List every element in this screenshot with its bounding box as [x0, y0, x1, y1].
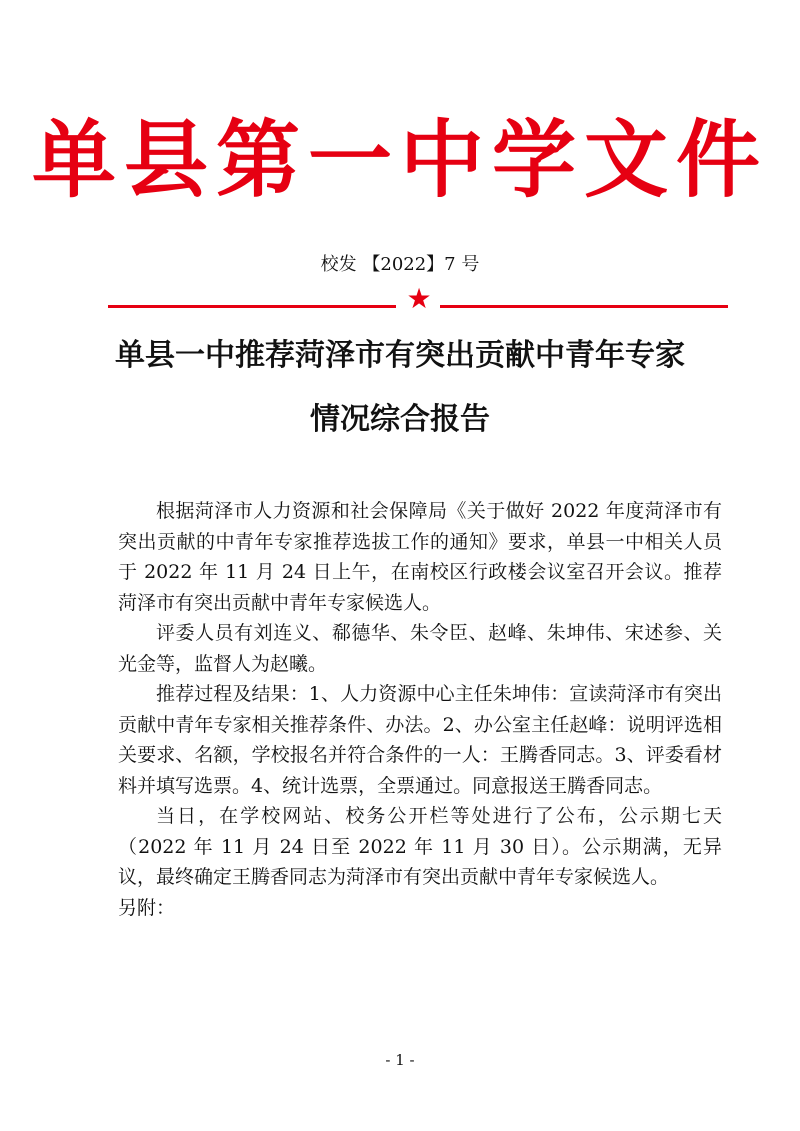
- star-icon: ★: [406, 282, 432, 315]
- paragraph-process: 推荐过程及结果：1、人力资源中心主任朱坤伟：宣读菏泽市有突出贡献中青年专家相关推荐条件、办法。2、办公室主任赵峰：说明评选相关要求、名额，学校报名并符合条件的一人：王腾香同志。3、评委看材料并填写选票。4、统计选票，全票通过。同意报送王腾香同志。: [118, 683, 722, 797]
- red-divider: [108, 282, 728, 316]
- paragraph-meeting: 根据菏泽市人力资源和社会保障局《关于做好 2022 年度菏泽市有突出贡献的中青年专家推荐选拔工作的通知》要求，单县一中相关人员于 2022 年 11 月 24 日上午，在南校区行政楼会议室召开会议。推荐菏泽市有突出贡献中青年专家候选人。: [118, 500, 722, 614]
- report-title-line-2: 情况综合报告: [310, 402, 490, 437]
- divider-line-left: [108, 305, 396, 308]
- document-number: 校发 【2022】7 号: [320, 254, 480, 275]
- page-number: - 1 -: [385, 1051, 415, 1069]
- report-title-line-1: 单县一中推荐菏泽市有突出贡献中青年专家: [115, 338, 685, 373]
- report-body: [118, 496, 722, 923]
- paragraph-judges: 评委人员有刘连义、郗德华、朱令臣、赵峰、朱坤伟、宋述参、关光金等，监督人为赵曦。: [118, 622, 722, 675]
- appendix-label: 另附：: [118, 896, 176, 919]
- divider-line-right: [440, 305, 728, 308]
- paragraph-publicity: 当日，在学校网站、校务公开栏等处进行了公布，公示期七天（2022 年 11 月 24 日至 2022 年 11 月 30 日）。公示期满，无异议，最终确定王腾香同志为菏泽市有突出贡献中青年专家候选人。: [118, 805, 722, 888]
- red-header-title: 单县第一中学文件: [31, 110, 768, 209]
